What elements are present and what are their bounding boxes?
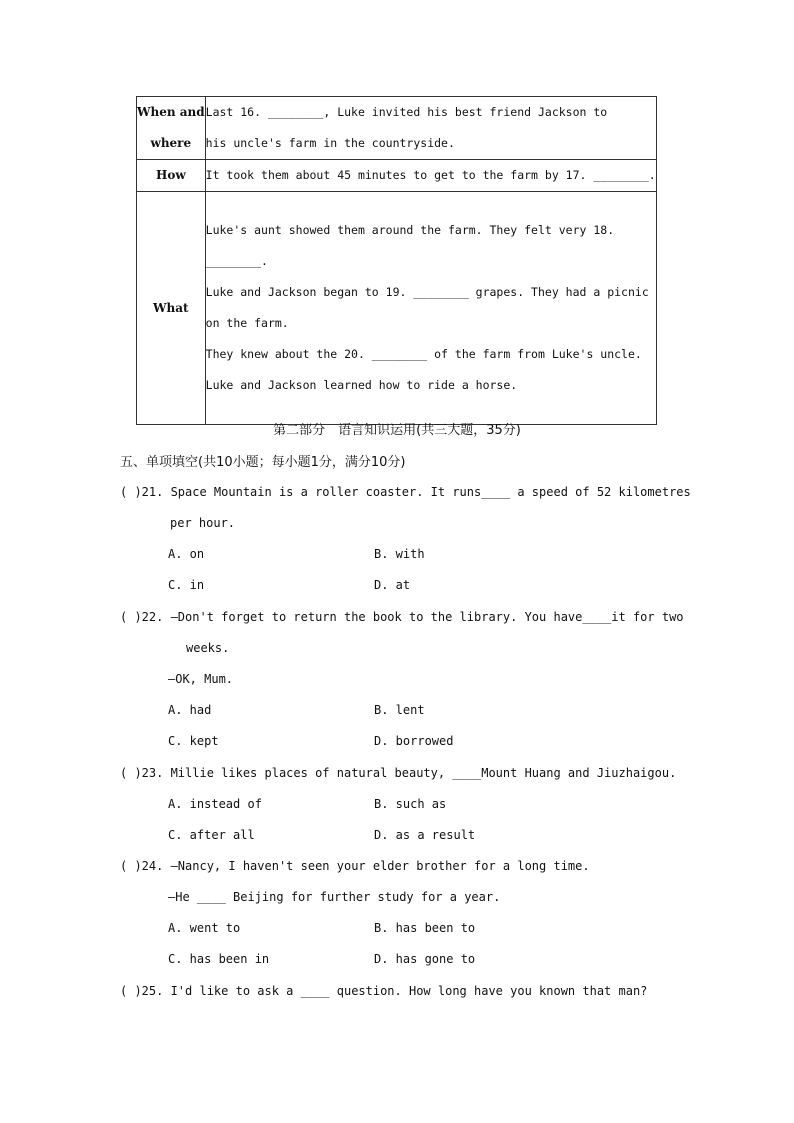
blank-19-line: Luke and Jackson began to 19. ________ grapes. They had a picnic [205, 285, 649, 299]
row-content: Last 16. ________, Luke invited his best friend Jackson to his uncle's farm in the countryside. [205, 97, 656, 160]
question-stem: ( )24. —Nancy, I haven't seen your elder brother for a long time. [120, 859, 590, 873]
row-heading: When and where [137, 97, 206, 160]
option-a[interactable]: A. went to [168, 921, 241, 935]
row-heading: How [137, 160, 206, 192]
question-stem: ( )25. I'd like to ask a ____ question. How long have you known that man? [120, 984, 648, 998]
reading-summary-table [136, 96, 657, 425]
question-22 [120, 602, 684, 757]
options-row [120, 944, 676, 975]
blank-18-line: Luke's aunt showed them around the farm. They felt very 18. [205, 223, 615, 237]
table-row [137, 192, 657, 425]
options-row [120, 789, 676, 820]
option-d[interactable]: D. borrowed [374, 734, 454, 748]
table-row [137, 160, 657, 192]
options-row [120, 820, 676, 851]
question-24 [120, 851, 676, 975]
options-row [120, 913, 676, 944]
option-a[interactable]: A. instead of [168, 797, 262, 811]
option-b[interactable]: B. with [374, 547, 425, 561]
question-21 [120, 477, 691, 601]
option-d[interactable]: D. as a result [374, 828, 476, 842]
question-stem: ( )22. —Don't forget to return the book to the library. You have____it for two [120, 610, 684, 624]
options-row [120, 539, 676, 570]
row-content: Luke's aunt showed them around the farm. They felt very 18. ________. Luke and Jackson began to 19. ________ grapes. They had a picnic on the farm. They knew about the 20. ________ of the farm from Luke's uncle. Luke and Jackson learned how to ride a horse. [205, 192, 656, 425]
dialogue-reply: —He ____ Beijing for further study for a year. [168, 890, 501, 904]
part-title: 第二部分 语言知识运用(共三大题，35分) [273, 423, 521, 438]
option-b[interactable]: B. lent [374, 703, 425, 717]
blank-17-line: It took them about 45 minutes to get to the farm by 17. ________. [205, 168, 656, 182]
question-stem-continued: per hour. [170, 516, 236, 530]
blank-20-line: They knew about the 20. ________ of the farm from Luke's uncle. [205, 347, 642, 361]
option-a[interactable]: A. had [168, 703, 212, 717]
blank-16-line: Last 16. ________, Luke invited his best friend Jackson to [205, 105, 608, 119]
option-c[interactable]: C. has been in [168, 952, 270, 966]
question-stem-continued: weeks. [186, 641, 230, 655]
question-stem: ( )23. Millie likes places of natural beauty, ____Mount Huang and Jiuzhaigou. [120, 766, 677, 780]
option-b[interactable]: B. has been to [374, 921, 476, 935]
option-c[interactable]: C. in [168, 578, 205, 592]
options-row [120, 726, 676, 757]
option-c[interactable]: C. kept [168, 734, 219, 748]
question-25 [120, 976, 676, 1007]
options-row [120, 695, 676, 726]
table-row [137, 97, 657, 160]
options-row [120, 570, 676, 601]
option-c[interactable]: C. after all [168, 828, 255, 842]
option-b[interactable]: B. such as [374, 797, 447, 811]
row-heading: What [137, 192, 206, 425]
option-d[interactable]: D. at [374, 578, 411, 592]
option-a[interactable]: A. on [168, 547, 205, 561]
question-stem: ( )21. Space Mountain is a roller coaster. It runs____ a speed of 52 kilometres [120, 485, 691, 499]
section-title: 五、单项填空(共10小题；每小题1分，满分10分) [120, 455, 406, 470]
dialogue-reply: —OK, Mum. [168, 672, 234, 686]
row-content [205, 160, 656, 192]
option-d[interactable]: D. has gone to [374, 952, 476, 966]
question-23 [120, 758, 676, 851]
